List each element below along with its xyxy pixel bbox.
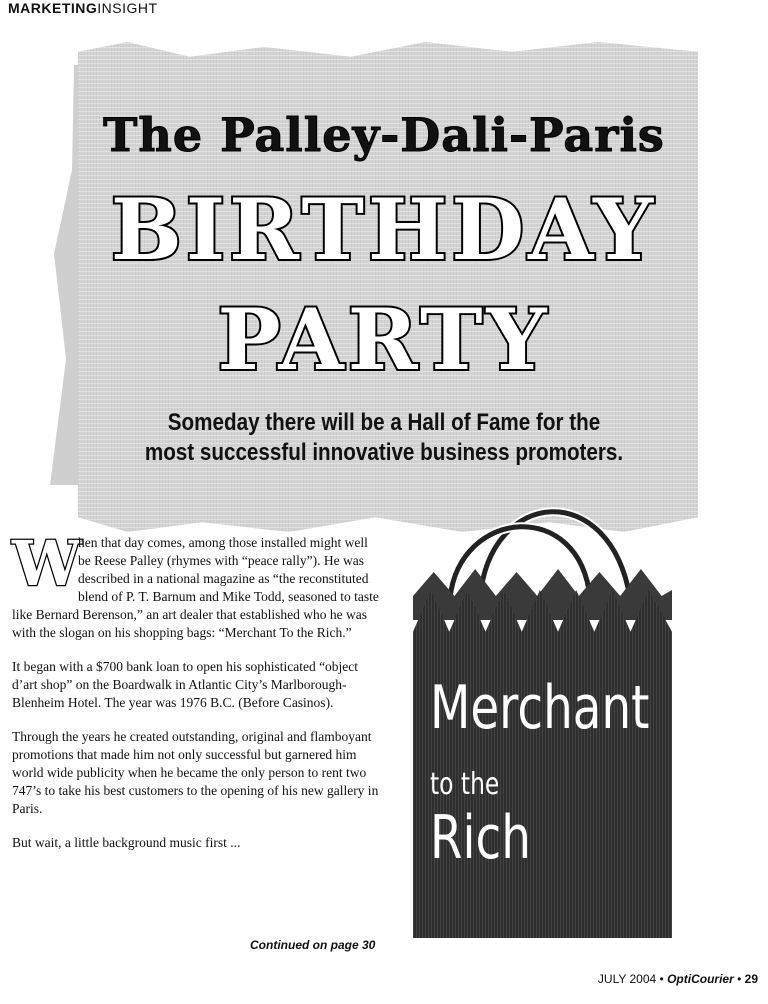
shopping-bag-icon: [413, 590, 672, 938]
footer-bullet-2: •: [737, 972, 742, 986]
section-label-bold: MARKETING: [8, 0, 98, 16]
paragraph-1-text: hen that day comes, among those installed might well be Reese Palley (rhymes with “peace rally”). He was described in a national magazine as “the reconstituted blend of P. T. Barnum and Mike Todd, seasoned to taste like Bernard Berenson,” an art dealer that established who he was with the slogan on his shopping bags: “Merchant To the Rich.”: [12, 535, 379, 640]
article-body: [12, 527, 380, 868]
footer-publication: OptiCourier: [667, 972, 734, 986]
section-label-rest: INSIGHT: [97, 0, 158, 16]
bag-text-line-3: Rich: [430, 803, 531, 873]
article-paragraph-2: It began with a $700 bank loan to open his sophisticated “object d’art shop” on the Boardwalk in Atlantic City’s Marlborough-Blenheim Hotel. The year was 1976 B.C. (Before Casinos).: [12, 659, 359, 710]
article-paragraph-3: Through the years he created outstanding, original and flamboyant promotions that made him not only successful but garnered him world wide publicity when he became the only person to rent two 747’s to take his best customers to the opening of his new gallery in Paris.: [12, 729, 379, 816]
page-number: 29: [744, 972, 758, 986]
article-paragraph-4: But wait, a little background music first ...: [12, 835, 241, 850]
headline-line-1: The Palley-Dali-Paris: [103, 108, 665, 162]
article-paragraph-1: [12, 527, 380, 642]
footer-bullet-1: •: [659, 972, 664, 986]
section-label: [8, 0, 158, 16]
subheadline-line-1: Someday there will be a Hall of Fame for the: [167, 409, 601, 436]
bag-text-line-1: Merchant: [430, 673, 650, 743]
drop-cap: W: [12, 527, 82, 600]
page-footer: [598, 972, 758, 986]
headline-line-2: BIRTHDAY: [110, 180, 658, 279]
continued-note: Continued on page 30: [250, 938, 376, 952]
subheadline-line-2: most successful innovative business promoters.: [144, 439, 624, 466]
headline-line-3: PARTY: [217, 290, 551, 389]
footer-date: JULY 2004: [597, 972, 657, 986]
bag-text-line-2: to the: [430, 767, 500, 802]
subheadline: [54, 408, 714, 468]
